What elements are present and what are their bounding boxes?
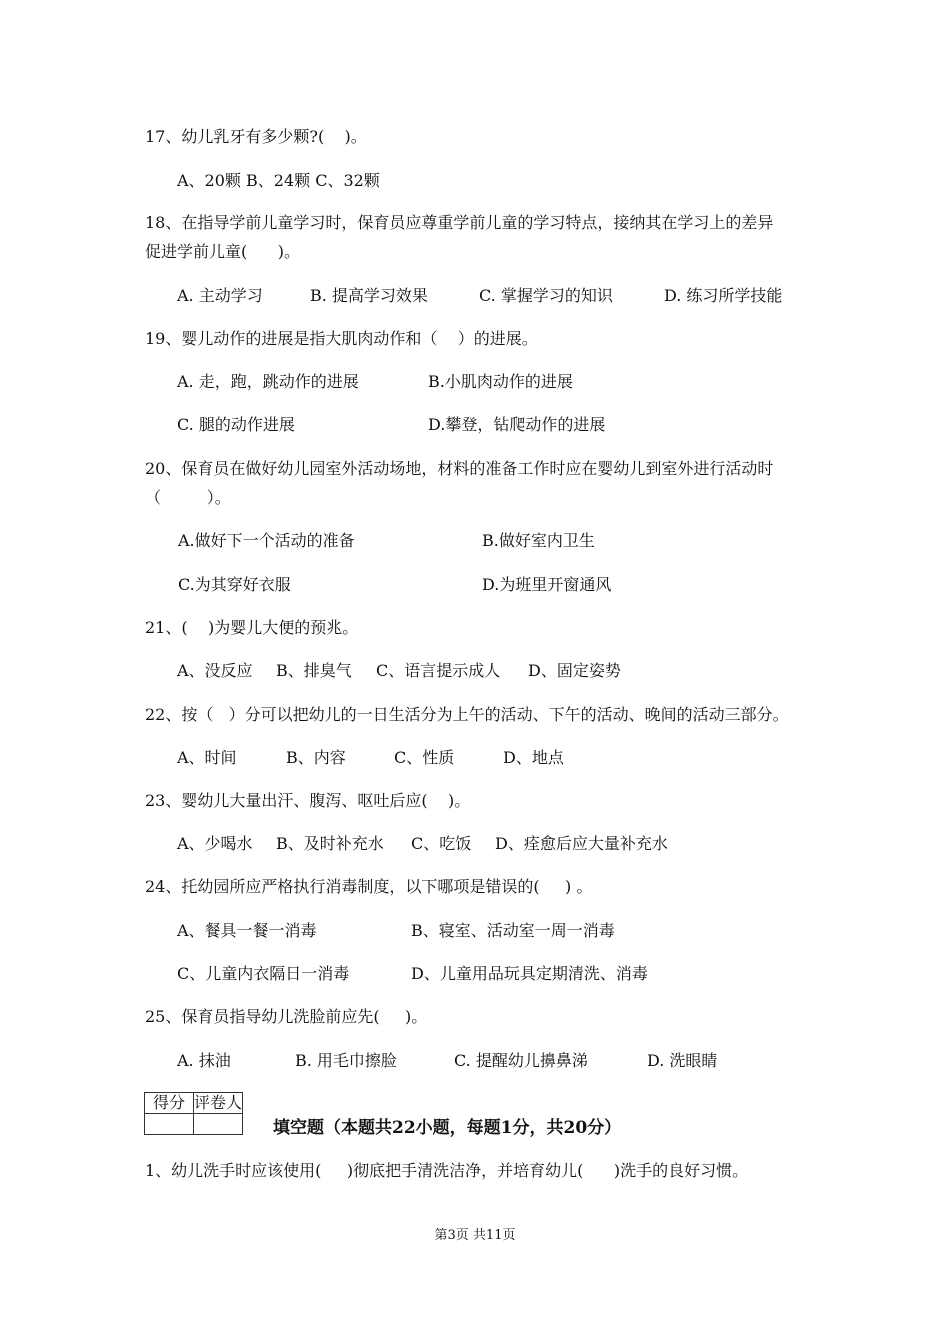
question-17: 17、幼儿乳牙有多少颗?( )。 (145, 127, 367, 146)
q22-option-a: A、时间 (177, 748, 237, 767)
q20-option-a: A.做好下一个活动的准备 (178, 531, 355, 550)
q20-option-c: C.为其穿好衣服 (178, 575, 291, 594)
q25-option-c: C. 提醒幼儿擤鼻涕 (454, 1051, 588, 1070)
q23-option-b: B、及时补充水 (276, 834, 384, 853)
question-19: 19、婴儿动作的进展是指大肌肉动作和（ ）的进展。 (145, 329, 538, 348)
q20-option-b: B.做好室内卫生 (482, 531, 595, 550)
q19-option-d: D.攀登，钻爬动作的进展 (428, 415, 606, 434)
score-cell (145, 1114, 194, 1135)
question-18-line2: 促进学前儿童( )。 (145, 242, 301, 261)
q23-option-c: C、吃饭 (411, 834, 472, 853)
q25-option-d: D. 洗眼睛 (647, 1051, 718, 1070)
score-label: 得分 (145, 1093, 194, 1114)
question-20-line2: （ ）。 (145, 488, 231, 507)
q22-option-b: B、内容 (286, 748, 346, 767)
section-title: 填空题（本题共22小题，每题1分，共20分） (273, 1118, 622, 1138)
q20-option-d: D.为班里开窗通风 (482, 575, 612, 594)
question-18-line1: 18、在指导学前儿童学习时，保育员应尊重学前儿童的学习特点，接纳其在学习上的差异 (145, 213, 774, 232)
grader-label: 评卷人 (194, 1093, 243, 1112)
question-21: 21、( )为婴儿大便的预兆。 (145, 618, 359, 637)
question-25: 25、保育员指导幼儿洗脸前应先( )。 (145, 1007, 428, 1026)
q22-option-d: D、地点 (503, 748, 564, 767)
q18-option-c: C. 掌握学习的知识 (479, 286, 613, 305)
score-table (144, 1092, 243, 1135)
q21-option-b: B、排臭气 (276, 661, 352, 680)
grader-cell (194, 1114, 243, 1135)
q18-option-b: B. 提高学习效果 (310, 286, 428, 305)
q25-option-a: A. 抹油 (177, 1051, 231, 1070)
fill-question-1: 1、幼儿洗手时应该使用( )彻底把手清洗洁净，并培育幼儿( )洗手的良好习惯。 (145, 1161, 749, 1180)
q21-option-a: A、没反应 (177, 661, 253, 680)
q24-option-d: D、儿童用品玩具定期清洗、消毒 (411, 964, 648, 983)
q18-option-a: A. 主动学习 (177, 286, 263, 305)
q24-option-c: C、儿童内衣隔日一消毒 (177, 964, 350, 983)
q17-options: A、20颗 B、24颗 C、32颗 (177, 171, 380, 190)
q19-option-b: B.小肌肉动作的进展 (428, 372, 573, 391)
question-20-line1: 20、保育员在做好幼儿园室外活动场地，材料的准备工作时应在婴幼儿到室外进行活动时 (145, 459, 774, 478)
q19-option-a: A. 走，跑，跳动作的进展 (177, 372, 359, 391)
q24-option-a: A、餐具一餐一消毒 (177, 921, 317, 940)
page-footer: 第3页 共11页 (434, 1228, 516, 1243)
q22-option-c: C、性质 (394, 748, 455, 767)
q18-option-d: D. 练习所学技能 (664, 286, 783, 305)
q21-option-c: C、语言提示成人 (376, 661, 501, 680)
q25-option-b: B. 用毛巾擦脸 (295, 1051, 397, 1070)
q23-option-d: D、痊愈后应大量补充水 (495, 834, 668, 853)
q23-option-a: A、少喝水 (177, 834, 253, 853)
q21-option-d: D、固定姿势 (528, 661, 621, 680)
q24-option-b: B、寝室、活动室一周一消毒 (411, 921, 615, 940)
q19-option-c: C. 腿的动作进展 (177, 415, 295, 434)
question-22: 22、按（ ）分可以把幼儿的一日生活分为上午的活动、下午的活动、晚间的活动三部分。 (145, 705, 789, 724)
question-23: 23、婴幼儿大量出汗、腹泻、呕吐后应( )。 (145, 791, 471, 810)
question-24: 24、托幼园所应严格执行消毒制度，以下哪项是错误的( ) 。 (145, 877, 593, 896)
